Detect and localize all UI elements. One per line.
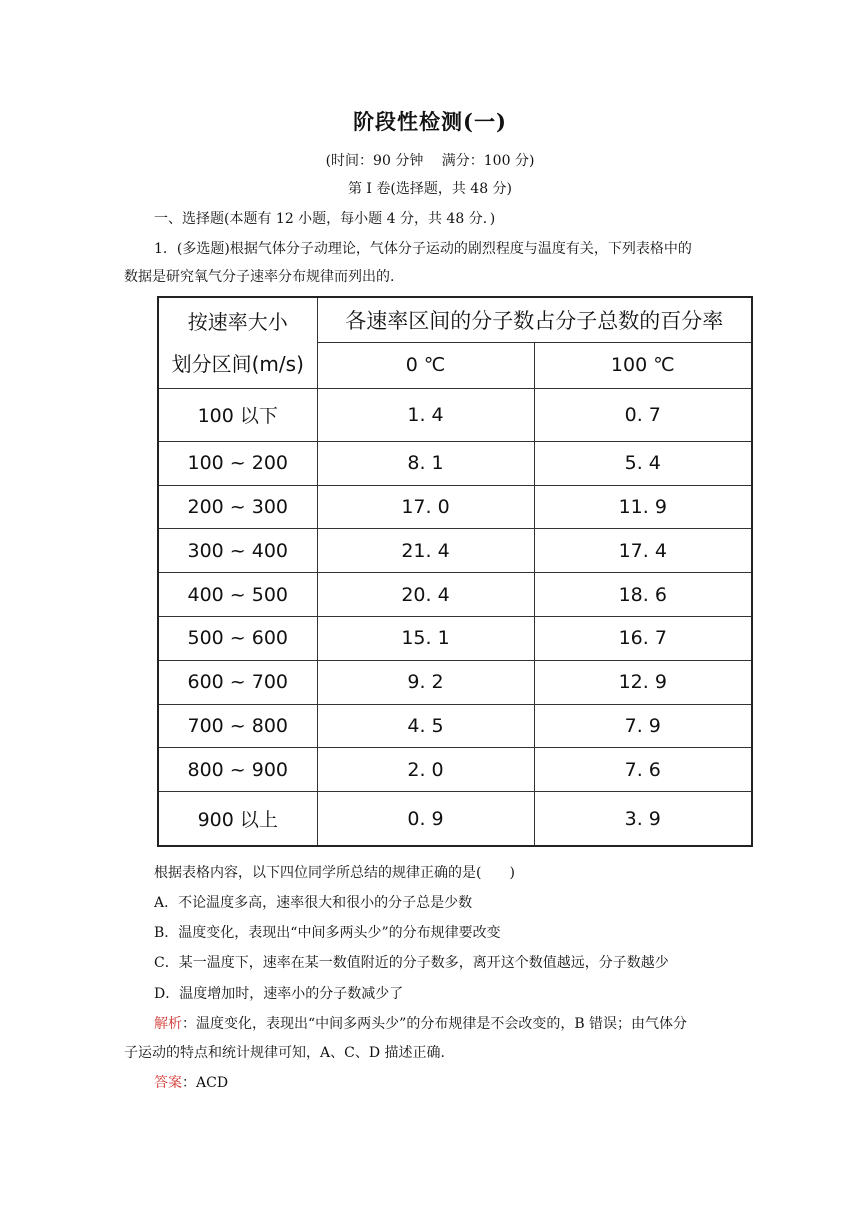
- percent-0c-cell: 4. 5: [317, 704, 534, 748]
- answer-line: [154, 1072, 228, 1092]
- answer-label: 答案: [154, 1075, 182, 1091]
- percent-0c-cell: 2. 0: [317, 748, 534, 792]
- analysis-line2: 子运动的特点和统计规律可知，A、C、D 描述正确.: [124, 1045, 445, 1061]
- percent-100c-cell: 0. 7: [534, 388, 752, 441]
- speed-range-cell: 700 ~ 800: [158, 704, 317, 748]
- option-c: C．某一温度下，速率在某一数值附近的分子数多，离开这个数值越远，分子数越少: [154, 955, 669, 971]
- header-speed-line1: 按速率大小: [187, 309, 288, 334]
- percent-0c-cell: 1. 4: [317, 388, 534, 441]
- table-row: [158, 573, 752, 617]
- header-speed-interval: [158, 297, 317, 388]
- option-b: B．温度变化，表现出“中间多两头少”的分布规律要改变: [154, 925, 501, 941]
- analysis-text: ：温度变化，表现出“中间多两头少”的分布规律是不会改变的，B 错误；由气体分: [182, 1016, 688, 1032]
- option-d: D．温度增加时，速率小的分子数减少了: [154, 986, 404, 1002]
- speed-range-cell: 300 ~ 400: [158, 529, 317, 573]
- speed-distribution-table: [157, 296, 753, 847]
- percent-100c-cell: 5. 4: [534, 441, 752, 485]
- question-prompt: 根据表格内容，以下四位同学所总结的规律正确的是( ): [154, 865, 515, 881]
- percent-100c-cell: 17. 4: [534, 529, 752, 573]
- speed-range-cell: 400 ~ 500: [158, 573, 317, 617]
- percent-100c-cell: 7. 6: [534, 748, 752, 792]
- percent-100c-cell: 18. 6: [534, 573, 752, 617]
- page-title: 阶段性检测(一): [353, 109, 507, 134]
- header-percentage: 各速率区间的分子数占分子总数的百分率: [317, 297, 752, 342]
- percent-100c-cell: 11. 9: [534, 485, 752, 529]
- percent-100c-cell: 3. 9: [534, 792, 752, 846]
- percent-0c-cell: 9. 2: [317, 660, 534, 704]
- percent-0c-cell: 15. 1: [317, 617, 534, 661]
- header-0c: 0 ℃: [317, 342, 534, 388]
- speed-range-cell: 800 ~ 900: [158, 748, 317, 792]
- time-info: (时间：90 分钟 满分：100 分): [325, 153, 535, 169]
- table-row: [158, 388, 752, 441]
- table-row: [158, 660, 752, 704]
- speed-range-cell: 100 ~ 200: [158, 441, 317, 485]
- answer-value: ：ACD: [182, 1075, 229, 1091]
- percent-0c-cell: 17. 0: [317, 485, 534, 529]
- speed-range-cell: 500 ~ 600: [158, 617, 317, 661]
- percent-0c-cell: 21. 4: [317, 529, 534, 573]
- question-text-line1: 1．(多选题)根据气体分子动理论，气体分子运动的剧烈程度与温度有关，下列表格中的: [154, 241, 692, 257]
- table-row: [158, 485, 752, 529]
- option-a: A．不论温度多高，速率很大和很小的分子总是少数: [154, 895, 473, 911]
- table-row: [158, 617, 752, 661]
- analysis-label: 解析: [154, 1016, 182, 1032]
- header-speed-line2: 划分区间(m/s): [171, 351, 304, 376]
- question-text-line2: 数据是研究氧气分子速率分布规律而列出的.: [124, 269, 395, 285]
- table-row: [158, 529, 752, 573]
- percent-0c-cell: 8. 1: [317, 441, 534, 485]
- part-heading: 一、选择题(本题有 12 小题，每小题 4 分，共 48 分．): [154, 211, 496, 227]
- table-row: [158, 792, 752, 846]
- speed-range-cell: 200 ~ 300: [158, 485, 317, 529]
- table-row: [158, 441, 752, 485]
- percent-100c-cell: 16. 7: [534, 617, 752, 661]
- percent-100c-cell: 12. 9: [534, 660, 752, 704]
- header-100c: 100 ℃: [534, 342, 752, 388]
- table-row: [158, 704, 752, 748]
- speed-range-cell: 900 以上: [158, 792, 317, 846]
- analysis-line1: [154, 1013, 687, 1033]
- speed-range-cell: 600 ~ 700: [158, 660, 317, 704]
- percent-100c-cell: 7. 9: [534, 704, 752, 748]
- percent-0c-cell: 20. 4: [317, 573, 534, 617]
- percent-0c-cell: 0. 9: [317, 792, 534, 846]
- section-heading: 第 I 卷(选择题，共 48 分): [347, 181, 513, 197]
- table-row: [158, 748, 752, 792]
- speed-range-cell: 100 以下: [158, 388, 317, 441]
